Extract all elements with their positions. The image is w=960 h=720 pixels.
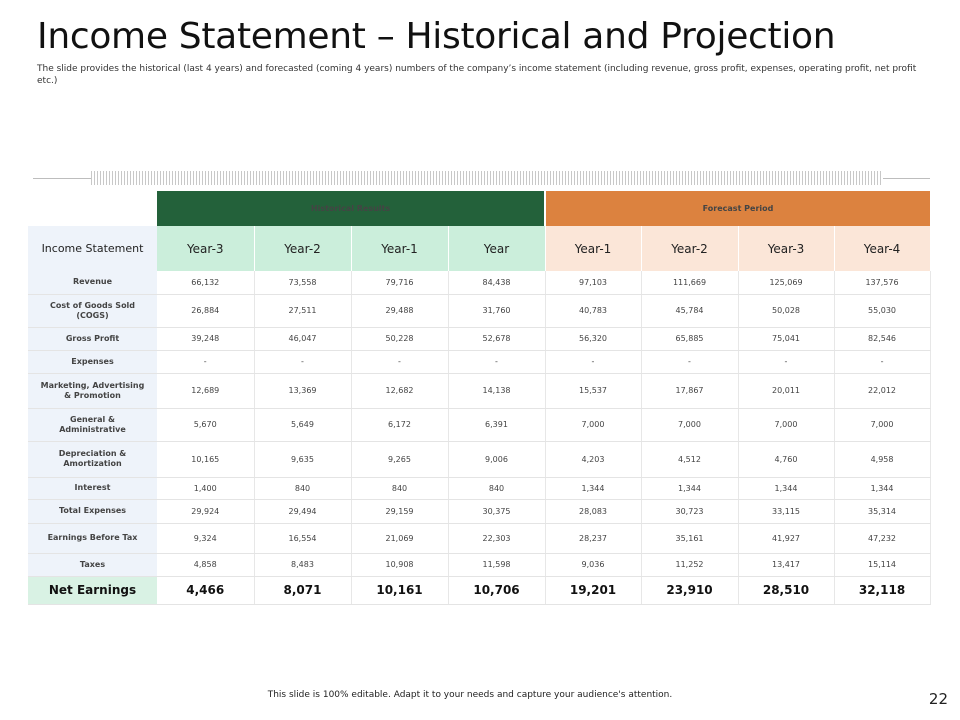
table-cell: - <box>254 350 351 373</box>
row-label: Marketing, Advertising & Promotion <box>28 373 157 408</box>
year-header: Year-2 <box>641 226 738 271</box>
table-cell: 33,115 <box>738 499 834 523</box>
table-cell: 13,369 <box>254 373 351 408</box>
table-cell: 13,417 <box>738 553 834 576</box>
table-corner <box>28 191 157 226</box>
table-cell: 9,324 <box>157 523 254 553</box>
footer-note: This slide is 100% editable. Adapt it to your needs and capture your audience's attention. <box>267 690 673 700</box>
table-cell: 17,867 <box>641 373 738 408</box>
table-cell: 1,344 <box>834 477 930 499</box>
table-cell: 9,006 <box>448 441 545 477</box>
table-cell: 40,783 <box>545 294 641 327</box>
table-cell: - <box>448 350 545 373</box>
table-row <box>28 327 930 350</box>
year-header-row <box>28 226 930 271</box>
year-header: Year-3 <box>157 226 254 271</box>
table-cell: 9,265 <box>351 441 448 477</box>
table-row <box>28 408 930 441</box>
table-row <box>28 350 930 373</box>
table-cell: 30,375 <box>448 499 545 523</box>
year-header: Year-3 <box>738 226 834 271</box>
table-cell: - <box>157 350 254 373</box>
table-cell: 39,248 <box>157 327 254 350</box>
slide-subtitle: The slide provides the historical (last 4 years) and forecasted (coming 4 years) numbers of the company’s income statement (including revenue, gross profit, expenses, operating profit, net profit etc.) <box>37 64 917 86</box>
table-cell: 22,012 <box>834 373 930 408</box>
table-cell: 840 <box>351 477 448 499</box>
table-cell: 4,203 <box>545 441 641 477</box>
table-cell: 29,488 <box>351 294 448 327</box>
table-cell: 65,885 <box>641 327 738 350</box>
table-cell: 6,172 <box>351 408 448 441</box>
table-cell: 84,438 <box>448 271 545 294</box>
table-cell: 47,232 <box>834 523 930 553</box>
table-row <box>28 373 930 408</box>
table-cell: 29,494 <box>254 499 351 523</box>
table-row <box>28 441 930 477</box>
table-cell: - <box>641 350 738 373</box>
table-cell: 4,760 <box>738 441 834 477</box>
table-cell: 32,118 <box>834 576 930 604</box>
table-cell: 27,511 <box>254 294 351 327</box>
table-row <box>28 477 930 499</box>
table-cell: 29,159 <box>351 499 448 523</box>
row-label: Depreciation & Amortization <box>28 441 157 477</box>
table-cell: 28,083 <box>545 499 641 523</box>
table-cell: 75,041 <box>738 327 834 350</box>
table-cell: 7,000 <box>641 408 738 441</box>
row-label: Earnings Before Tax <box>28 523 157 553</box>
table-cell: 10,165 <box>157 441 254 477</box>
table-cell: 45,784 <box>641 294 738 327</box>
forecast-period-header: Forecast Period <box>545 191 930 226</box>
table-cell: 11,252 <box>641 553 738 576</box>
table-cell: 35,161 <box>641 523 738 553</box>
table-cell: 21,069 <box>351 523 448 553</box>
table-cell: 10,908 <box>351 553 448 576</box>
year-header: Year-1 <box>351 226 448 271</box>
income-statement-table <box>28 191 931 605</box>
table-cell: 125,069 <box>738 271 834 294</box>
table-body <box>28 271 930 604</box>
year-header: Year-4 <box>834 226 930 271</box>
row-label: Cost of Goods Sold (COGS) <box>28 294 157 327</box>
table-cell: 7,000 <box>738 408 834 441</box>
page-number: 22 <box>928 690 948 708</box>
year-header: Year-2 <box>254 226 351 271</box>
table-cell: 20,011 <box>738 373 834 408</box>
table-cell: 50,228 <box>351 327 448 350</box>
table-cell: 28,237 <box>545 523 641 553</box>
table-cell: 66,132 <box>157 271 254 294</box>
table-cell: 26,884 <box>157 294 254 327</box>
table-cell: 15,114 <box>834 553 930 576</box>
table-cell: 8,483 <box>254 553 351 576</box>
year-header: Year-1 <box>545 226 641 271</box>
table-cell: 28,510 <box>738 576 834 604</box>
table-row <box>28 576 930 604</box>
table-cell: 16,554 <box>254 523 351 553</box>
slide-title: Income Statement – Historical and Projection <box>37 16 836 57</box>
divider-line-left <box>33 178 91 179</box>
table-row <box>28 553 930 576</box>
table-cell: 12,682 <box>351 373 448 408</box>
table-cell: 73,558 <box>254 271 351 294</box>
table-cell: 840 <box>254 477 351 499</box>
table-cell: 55,030 <box>834 294 930 327</box>
table-cell: 50,028 <box>738 294 834 327</box>
table-cell: 52,678 <box>448 327 545 350</box>
table-row <box>28 294 930 327</box>
table-cell: 82,546 <box>834 327 930 350</box>
income-statement-label: Income Statement <box>28 226 157 271</box>
row-label: Gross Profit <box>28 327 157 350</box>
table-cell: 35,314 <box>834 499 930 523</box>
table-cell: 29,924 <box>157 499 254 523</box>
table-row <box>28 523 930 553</box>
table-cell: 97,103 <box>545 271 641 294</box>
table-cell: 30,723 <box>641 499 738 523</box>
table-cell: 111,669 <box>641 271 738 294</box>
table-cell: 4,958 <box>834 441 930 477</box>
table-cell: 4,858 <box>157 553 254 576</box>
table-cell: 8,071 <box>254 576 351 604</box>
table-cell: 12,689 <box>157 373 254 408</box>
table-cell: 10,706 <box>448 576 545 604</box>
table-row <box>28 499 930 523</box>
table-cell: 22,303 <box>448 523 545 553</box>
table-cell: 5,649 <box>254 408 351 441</box>
table-cell: 11,598 <box>448 553 545 576</box>
table-cell: 9,635 <box>254 441 351 477</box>
table-cell: 14,138 <box>448 373 545 408</box>
table-cell: 1,344 <box>641 477 738 499</box>
table-cell: 7,000 <box>834 408 930 441</box>
table-cell: 1,400 <box>157 477 254 499</box>
row-label: Taxes <box>28 553 157 576</box>
year-header: Year <box>448 226 545 271</box>
table-cell: 56,320 <box>545 327 641 350</box>
divider-hatch <box>91 171 883 185</box>
table-cell: 1,344 <box>545 477 641 499</box>
row-label: Revenue <box>28 271 157 294</box>
table-cell: 23,910 <box>641 576 738 604</box>
table-cell: 7,000 <box>545 408 641 441</box>
row-label: Net Earnings <box>28 576 157 604</box>
table-cell: 5,670 <box>157 408 254 441</box>
table-cell: 46,047 <box>254 327 351 350</box>
table-cell: - <box>834 350 930 373</box>
table-cell: - <box>351 350 448 373</box>
row-label: General & Administrative <box>28 408 157 441</box>
row-label: Interest <box>28 477 157 499</box>
table-cell: 6,391 <box>448 408 545 441</box>
table-cell: 31,760 <box>448 294 545 327</box>
row-label: Expenses <box>28 350 157 373</box>
table-cell: 79,716 <box>351 271 448 294</box>
historical-results-header: Historical Results <box>157 191 545 226</box>
table-cell: - <box>545 350 641 373</box>
row-label: Total Expenses <box>28 499 157 523</box>
table-cell: - <box>738 350 834 373</box>
table-cell: 4,512 <box>641 441 738 477</box>
table-cell: 15,537 <box>545 373 641 408</box>
table-cell: 840 <box>448 477 545 499</box>
group-header-row <box>28 191 930 226</box>
table-cell: 9,036 <box>545 553 641 576</box>
decorative-divider <box>33 171 930 185</box>
table-cell: 10,161 <box>351 576 448 604</box>
table-cell: 1,344 <box>738 477 834 499</box>
table-row <box>28 271 930 294</box>
divider-line-right <box>883 178 930 179</box>
table-cell: 4,466 <box>157 576 254 604</box>
table-cell: 137,576 <box>834 271 930 294</box>
table-cell: 41,927 <box>738 523 834 553</box>
table-cell: 19,201 <box>545 576 641 604</box>
